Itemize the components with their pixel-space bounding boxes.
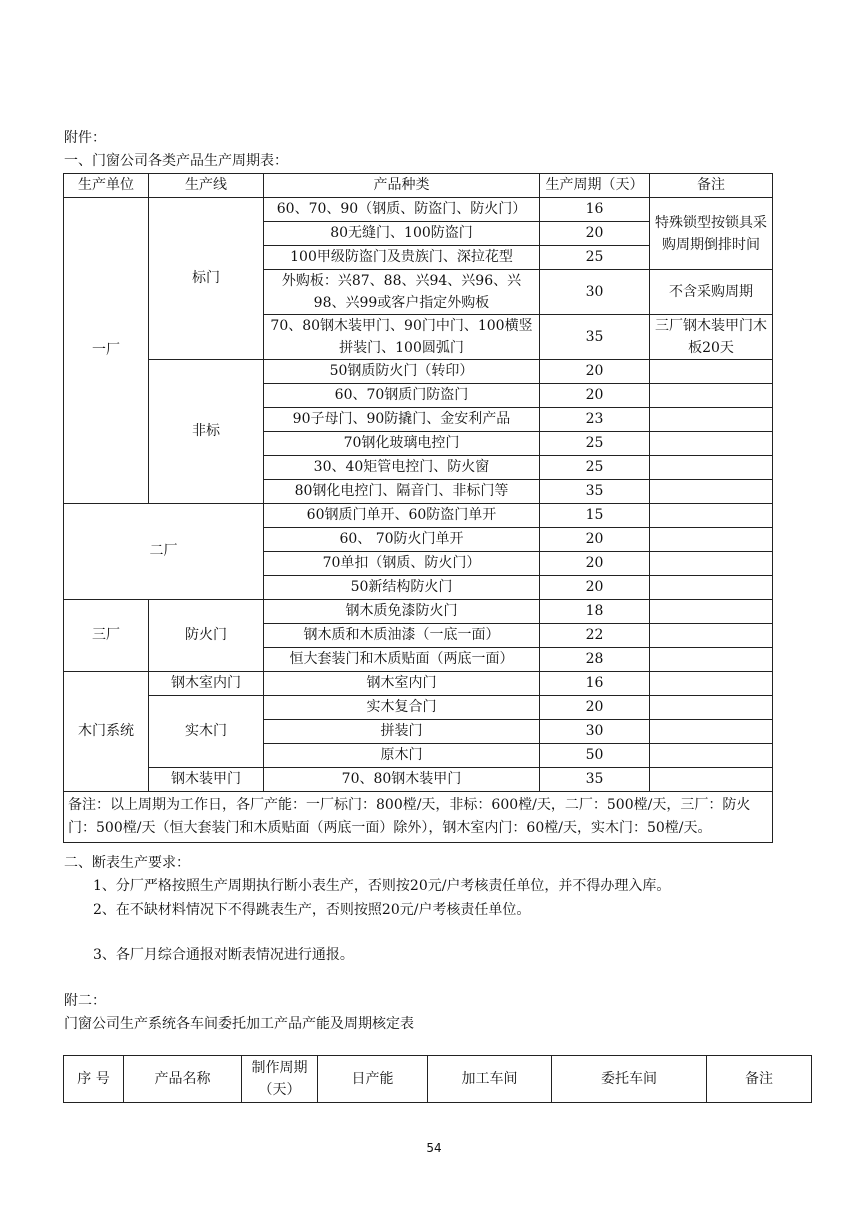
note-cell	[650, 696, 773, 720]
product-cell: 钢木室内门	[264, 672, 540, 696]
days-cell: 20	[540, 222, 650, 246]
header-cell: 日产能	[318, 1056, 428, 1103]
days-cell: 35	[540, 315, 650, 360]
note-cell	[650, 528, 773, 552]
table-footnote-row	[64, 792, 773, 843]
note-cell: 特殊锁型按锁具采购周期倒排时间	[650, 198, 773, 270]
table-row	[64, 504, 773, 528]
days-cell: 20	[540, 360, 650, 384]
product-cell: 原木门	[264, 744, 540, 768]
production-cycle-table	[63, 173, 773, 843]
note-cell: 不含采购周期	[650, 270, 773, 315]
note-cell	[650, 744, 773, 768]
product-cell: 70钢化玻璃电控门	[264, 432, 540, 456]
header-cell: 产品名称	[124, 1056, 242, 1103]
note-cell	[650, 432, 773, 456]
header-cell: 生产周期（天）	[540, 174, 650, 198]
note-cell	[650, 720, 773, 744]
appendix2-title: 门窗公司生产系统各车间委托加工产品产能及周期核定表	[64, 1016, 414, 1032]
line-cell: 钢木装甲门	[149, 768, 264, 792]
product-cell: 70单扣（钢质、防火门）	[264, 552, 540, 576]
table-row	[64, 696, 773, 720]
product-cell: 90子母门、90防撬门、金安利产品	[264, 408, 540, 432]
header-cell: 产品种类	[264, 174, 540, 198]
line-cell: 标门	[149, 198, 264, 360]
unit-cell: 三厂	[64, 600, 149, 672]
requirement-item: 1、分厂严格按照生产周期执行断小表生产，否则按20元/户考核责任单位，并不得办理入库。	[93, 878, 671, 894]
note-cell	[650, 456, 773, 480]
table-header-row	[64, 174, 773, 198]
note-cell	[650, 576, 773, 600]
note-cell	[650, 624, 773, 648]
line-cell: 防火门	[149, 600, 264, 672]
page-number: 54	[426, 1141, 442, 1155]
product-cell: 50新结构防火门	[264, 576, 540, 600]
header-cell: 备注	[707, 1056, 812, 1103]
table-footnote: 备注：以上周期为工作日，各厂产能：一厂标门：800樘/天，非标：600樘/天，二厂：500樘/天，三厂：防火门：500樘/天（恒大套装门和木质贴面（两底一面）除外），钢木室内门：60樘/天，实木门：50樘/天。	[64, 792, 773, 843]
days-cell: 20	[540, 552, 650, 576]
days-cell: 28	[540, 648, 650, 672]
product-cell: 钢木质和木质油漆（一底一面）	[264, 624, 540, 648]
note-cell	[650, 648, 773, 672]
product-cell: 80无缝门、100防盗门	[264, 222, 540, 246]
table-row	[64, 768, 773, 792]
unit-cell: 一厂	[64, 198, 149, 504]
note-cell	[650, 384, 773, 408]
days-cell: 20	[540, 528, 650, 552]
product-cell: 50钢质防火门（转印）	[264, 360, 540, 384]
note-cell	[650, 672, 773, 696]
product-cell: 钢木质免漆防火门	[264, 600, 540, 624]
days-cell: 30	[540, 720, 650, 744]
product-cell: 60、 70防火门单开	[264, 528, 540, 552]
days-cell: 35	[540, 480, 650, 504]
days-cell: 30	[540, 270, 650, 315]
note-cell	[650, 408, 773, 432]
appendix2-label: 附二：	[64, 993, 106, 1009]
product-cell: 拼装门	[264, 720, 540, 744]
section1-title: 一、门窗公司各类产品生产周期表：	[64, 153, 288, 169]
product-cell: 60钢质门单开、60防盗门单开	[264, 504, 540, 528]
product-cell: 恒大套装门和木质贴面（两底一面）	[264, 648, 540, 672]
days-cell: 25	[540, 456, 650, 480]
header-cell: 生产单位	[64, 174, 149, 198]
days-cell: 35	[540, 768, 650, 792]
days-cell: 20	[540, 696, 650, 720]
note-cell	[650, 504, 773, 528]
note-cell	[650, 552, 773, 576]
days-cell: 20	[540, 576, 650, 600]
unit-cell: 木门系统	[64, 672, 149, 792]
header-cell: 加工车间	[428, 1056, 552, 1103]
requirement-item: 3、各厂月综合通报对断表情况进行通报。	[93, 947, 354, 963]
line-cell: 实木门	[149, 696, 264, 768]
table-row	[64, 198, 773, 222]
line-cell: 钢木室内门	[149, 672, 264, 696]
product-cell: 70、80钢木装甲门、90门中门、100横竖拼装门、100圆弧门	[264, 315, 540, 360]
line-cell: 非标	[149, 360, 264, 504]
days-cell: 25	[540, 246, 650, 270]
product-cell: 60、70钢质门防盗门	[264, 384, 540, 408]
days-cell: 23	[540, 408, 650, 432]
table-row	[64, 672, 773, 696]
unit-cell: 二厂	[64, 504, 264, 600]
note-cell	[650, 480, 773, 504]
days-cell: 18	[540, 600, 650, 624]
note-cell	[650, 360, 773, 384]
requirement-item: 2、在不缺材料情况下不得跳表生产，否则按照20元/户考核责任单位。	[93, 902, 531, 918]
section2-title: 二、断表生产要求：	[64, 855, 190, 871]
header-cell: 序 号	[64, 1056, 124, 1103]
product-cell: 实木复合门	[264, 696, 540, 720]
note-cell: 三厂钢木装甲门木板20天	[650, 315, 773, 360]
days-cell: 15	[540, 504, 650, 528]
days-cell: 25	[540, 432, 650, 456]
product-cell: 外购板：兴87、88、兴94、兴96、兴98、兴99或客户指定外购板	[264, 270, 540, 315]
days-cell: 16	[540, 672, 650, 696]
days-cell: 16	[540, 198, 650, 222]
table-row	[64, 360, 773, 384]
note-cell	[650, 768, 773, 792]
product-cell: 80钢化电控门、隔音门、非标门等	[264, 480, 540, 504]
product-cell: 70、80钢木装甲门	[264, 768, 540, 792]
product-cell: 100甲级防盗门及贵族门、深拉花型	[264, 246, 540, 270]
table-row	[64, 600, 773, 624]
product-cell: 30、40矩管电控门、防火窗	[264, 456, 540, 480]
days-cell: 22	[540, 624, 650, 648]
outsourcing-capacity-table	[63, 1055, 812, 1103]
days-cell: 20	[540, 384, 650, 408]
days-cell: 50	[540, 744, 650, 768]
header-cell: 委托车间	[552, 1056, 707, 1103]
product-cell: 60、70、90（钢质、防盗门、防火门）	[264, 198, 540, 222]
note-cell	[650, 600, 773, 624]
header-cell: 生产线	[149, 174, 264, 198]
attachment-heading: 附件：	[64, 130, 106, 146]
table-header-row	[64, 1056, 812, 1103]
header-cell: 制作周期（天）	[242, 1056, 318, 1103]
header-cell: 备注	[650, 174, 773, 198]
